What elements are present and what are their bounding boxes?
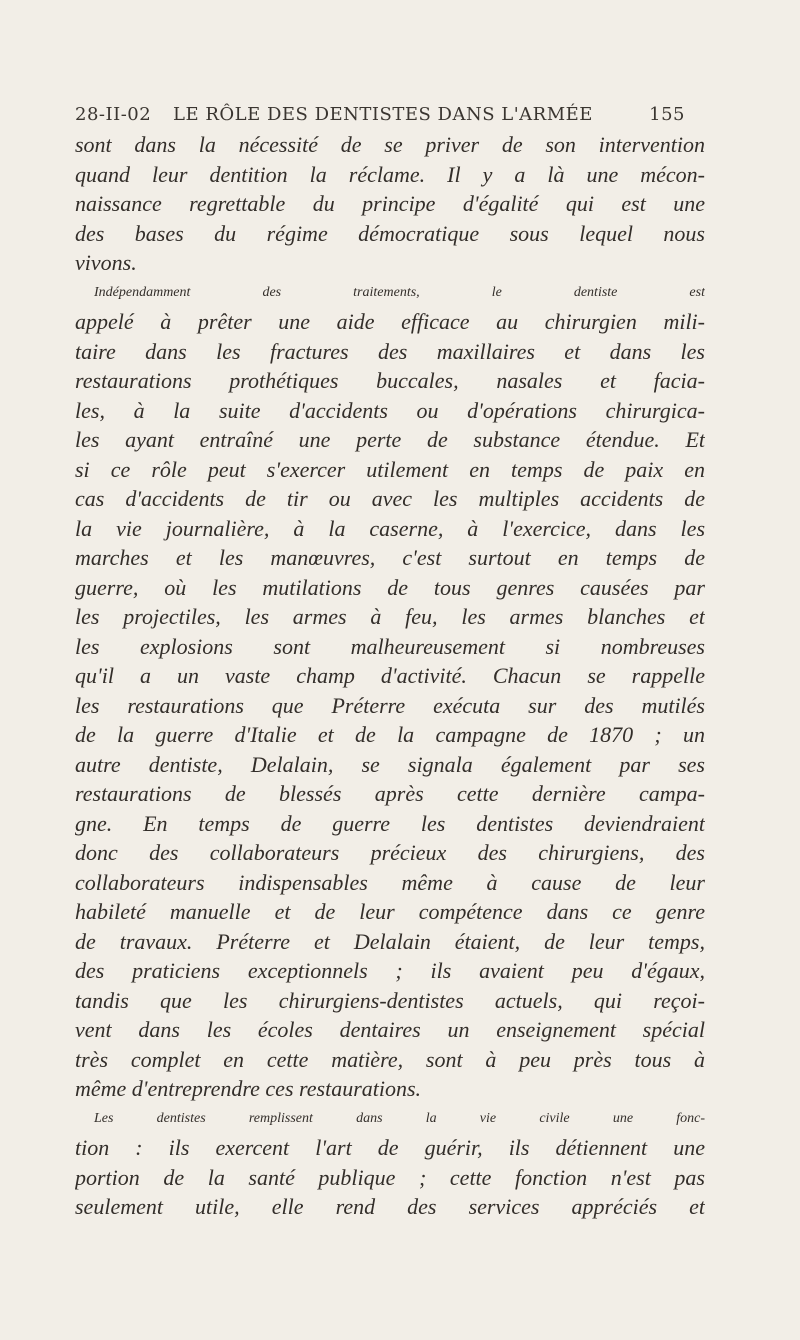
- text-line: cas d'accidents de tir ou avec les multiples accidents de: [75, 486, 705, 511]
- header-date: 28-II-02: [75, 104, 152, 125]
- text-line: très complet en cette matière, sont à peu près tous à: [75, 1046, 705, 1072]
- text-line: la vie journalière, à la caserne, à l'exercice, dans les: [75, 515, 705, 541]
- text-line: seulement utile, elle rend des services appréciés et: [75, 1194, 705, 1219]
- text-line: les ayant entraîné une perte de substance étendue. Et: [75, 427, 705, 452]
- text-line: gne. En temps de guerre les dentistes deviendraient: [75, 810, 705, 836]
- text-line: même d'entreprendre ces restaurations.: [75, 1076, 422, 1101]
- text-line: sont dans la nécessité de se priver de son intervention: [75, 132, 705, 157]
- text-line: portion de la santé publique ; cette fonction n'est pas: [75, 1164, 705, 1190]
- text-line: appelé à prêter une aide efficace au chirurgien mili-: [75, 309, 705, 334]
- text-line: les restaurations que Préterre exécuta sur des mutilés: [75, 692, 705, 718]
- text-line: des bases du régime démocratique sous lequel nous: [75, 220, 705, 246]
- text-line: qu'il a un vaste champ d'activité. Chacun se rappelle: [75, 663, 705, 688]
- text-line: les, à la suite d'accidents ou d'opérations chirurgica-: [75, 397, 705, 423]
- text-line: naissance regrettable du principe d'égalité qui est une: [75, 191, 705, 216]
- text-line: des praticiens exceptionnels ; ils avaient peu d'égaux,: [75, 958, 705, 983]
- text-line: tandis que les chirurgiens-dentistes actuels, qui reçoi-: [75, 987, 705, 1013]
- text-line: vent dans les écoles dentaires un enseignement spécial: [75, 1017, 705, 1042]
- page-number: 155: [649, 104, 685, 125]
- text-line: restaurations prothétiques buccales, nasales et facia-: [75, 368, 705, 393]
- text-line: restaurations de blessés après cette dernière campa-: [75, 781, 705, 806]
- text-line: si ce rôle peut s'exercer utilement en temps de paix en: [75, 456, 705, 482]
- text-line: taire dans les fractures des maxillaires et dans les: [75, 338, 705, 364]
- text-line: autre dentiste, Delalain, se signala également par ses: [75, 751, 705, 777]
- text-line: tion : ils exercent l'art de guérir, ils détiennent une: [75, 1135, 705, 1160]
- text-line: donc des collaborateurs précieux des chirurgiens, des: [75, 840, 705, 865]
- body-text: [75, 130, 705, 1222]
- text-line: Indépendamment des traitements, le dentiste est: [94, 284, 705, 300]
- text-line: vivons.: [75, 250, 137, 275]
- text-line: marches et les manœuvres, c'est surtout en temps de: [75, 545, 705, 570]
- text-line: guerre, où les mutilations de tous genres causées par: [75, 574, 705, 600]
- text-line: les projectiles, les armes à feu, les armes blanches et: [75, 604, 705, 629]
- text-line: habileté manuelle et de leur compétence dans ce genre: [75, 899, 705, 924]
- header-running-title: LE RÔLE DES DENTISTES DANS L'ARMÉE: [173, 104, 593, 125]
- text-line: les explosions sont malheureusement si nombreuses: [75, 633, 705, 659]
- text-line: quand leur dentition la réclame. Il y a là une mécon-: [75, 161, 705, 187]
- text-line: de travaux. Préterre et Delalain étaient, de leur temps,: [75, 928, 705, 954]
- text-line: de la guerre d'Italie et de la campagne de 1870 ; un: [75, 722, 705, 747]
- text-line: Les dentistes remplissent dans la vie civile une fonc-: [94, 1110, 705, 1126]
- text-line: collaborateurs indispensables même à cause de leur: [75, 869, 705, 895]
- running-header: [75, 98, 685, 128]
